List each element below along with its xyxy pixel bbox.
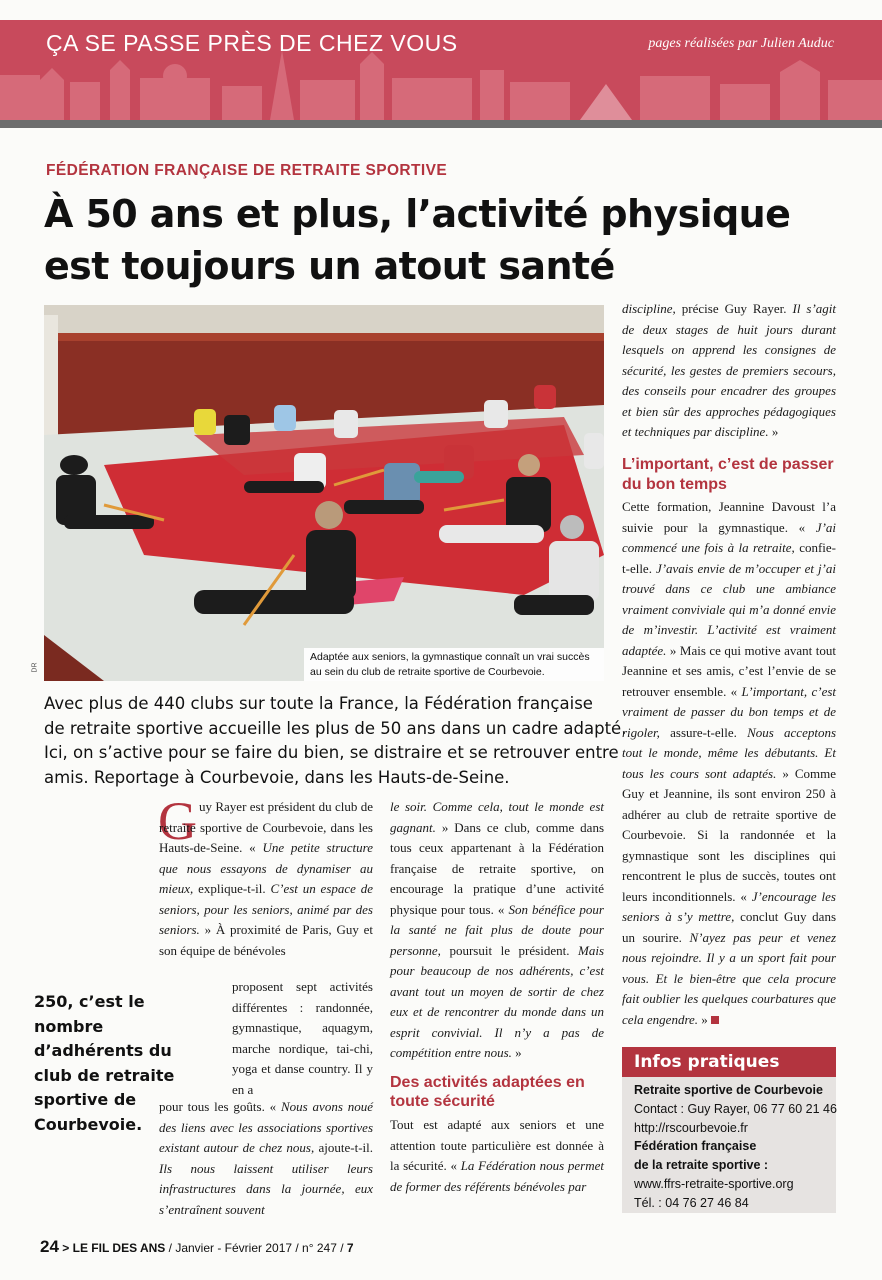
info-federation-name: Fédération française <box>634 1139 757 1154</box>
body-quote: C’est un espace de seniors, pour les seniors, animé par des seniors. <box>159 881 374 937</box>
subhead-good-time: L’important, c’est de passer du bon temps <box>622 456 834 493</box>
subhead-activities: Des activités adaptées en toute sécurité <box>390 1074 585 1110</box>
issue-info: / Janvier - Février 2017 / n° 247 / <box>168 1241 344 1255</box>
body-text: précise Guy Rayer. <box>681 301 787 316</box>
body-quote: J’avais envie de m’occuper et j’ai trouvé dans ce club une ambiance vraiment conviviale qui m’a donné envie de m’investir. L’activité est vraiment adaptée. <box>622 560 836 658</box>
body-quote: Il s’agit de deux stages de huit jours durant lesquels on apprend les consignes de sécurité, les gestes de premiers secours, des conseils pour encadrer des groupes et bien sûr des approches pédagogiques et techniques par discipline. <box>622 301 837 439</box>
body-quote: Une petite structure que nous essayons de dynamiser au mieux, <box>159 840 373 896</box>
body-text: confie-t-elle. <box>622 540 836 576</box>
body-quote: Nous acceptons tout le monde, même les débutants. Et tous les cours sont adaptés. <box>622 724 837 781</box>
body-text: Tout est adapté aux seniors et une attention toute particulière est donnée à la sécurité. « <box>390 1117 604 1173</box>
body-quote: Nous avons noué des liens avec les associations sportives existant autour de chez nous, <box>159 1099 373 1155</box>
body-text: » Comme Guy et Jeannine, ils sont environ 250 à adhérer au club de retraite sportive de Courbevoie. Si la randonnée et la gymnastique sont les disciplines qui rencontrent le plus de succès, toutes ont leurs inconditionnels. « <box>622 765 837 904</box>
body-quote: J’encourage les seniors à s’y mettre, <box>622 888 836 924</box>
body-column-1-wrap <box>232 977 373 1100</box>
info-box-title: Infos pratiques <box>622 1047 836 1077</box>
body-text: » <box>515 1045 522 1060</box>
footer-separator: > <box>62 1241 70 1255</box>
body-text: ajoute-t-il. <box>318 1140 373 1155</box>
body-text: » <box>701 1011 708 1027</box>
author-credit: pages réalisées par Julien Auduc <box>648 36 834 51</box>
body-column-3-body <box>622 497 836 1030</box>
info-club-name: Retraite sportive de Courbevoie <box>634 1083 823 1097</box>
body-text: » Mais ce qui motive avant tout Jeannine et ses amis, c’est l’envie de se retrouver ensemble. « <box>622 642 836 699</box>
info-federation-url[interactable]: www.ffrs-retraite-sportive.org <box>634 1176 794 1191</box>
body-quote: J’ai commencé une fois à la retraite, <box>622 519 837 555</box>
body-quote: le soir. Comme cela, tout le monde est gagnant. <box>390 799 604 835</box>
body-text: poursuit le président. <box>449 942 570 958</box>
body-quote: Mais pour beaucoup de nos adhérents, c’est avant tout un moyen de sortir de chez eux et de rencontrer du monde dans un esprit convivial. Il n’y a pas de compétition entre nous. <box>390 942 604 1060</box>
body-text: conclut Guy dans un sourire. <box>622 909 836 945</box>
article-lead <box>44 692 627 790</box>
section-title: ÇA SE PASSE PRÈS DE CHEZ VOUS <box>46 30 458 56</box>
gymnastics-class-photo <box>44 305 604 681</box>
headline-line-2: est toujours un atout santé <box>44 244 615 288</box>
body-text: uy Rayer est président du club de retraite sportive de Courbevoie, dans les Hauts-de-Seine. « <box>159 799 373 855</box>
info-federation-name-2: de la retraite sportive : <box>634 1158 769 1173</box>
article-kicker: FÉDÉRATION FRANÇAISE DE RETRAITE SPORTIVE <box>46 162 448 179</box>
info-contact: Contact : Guy Rayer, 06 77 60 21 46 <box>634 1101 837 1116</box>
body-text: » À proximité de Paris, Guy et son équipe de bénévoles <box>159 922 373 958</box>
body-column-1-bottom <box>159 1097 373 1220</box>
body-quote: N’ayez pas peur et venez nous rejoindre. Il y a un sport fait pour vous. Et le bien-être que cela procure fait oublier les quelques courbatures que cela engendre. <box>622 929 836 1027</box>
body-column-2-top <box>390 797 604 1064</box>
pull-quote: 250, c’est le nombre d’adhérents du club de retraite sportive de Courbevoie. <box>34 992 175 1134</box>
body-quote: L’important, c’est vraiment de passer du bon temps et de rigoler, <box>622 683 837 740</box>
body-column-3-top <box>622 299 836 443</box>
issue-page: 7 <box>346 1241 354 1255</box>
body-column-2-bottom <box>390 1115 604 1197</box>
body-quote: Ils nous laissent utiliser leurs infrastructures dans la journée, eux s’entraînent souvent <box>159 1160 373 1217</box>
photo-illustration <box>44 305 604 681</box>
body-text: assure-t-elle. <box>670 724 737 740</box>
header-divider <box>0 120 882 128</box>
headline-line-1: À 50 ans et plus, l’activité physique <box>44 192 791 236</box>
info-box-body <box>634 1081 837 1213</box>
body-text: » <box>771 424 779 439</box>
drop-cap: G <box>158 791 197 851</box>
body-quote: discipline, <box>622 301 676 316</box>
body-quote: Son bénéfice pour la santé ne fait plus de doute pour personne, <box>390 901 604 958</box>
body-text: explique-t-il. <box>198 881 266 896</box>
lead-line: amis. Reportage à Courbevoie, dans les Hauts-de-Seine. <box>44 767 510 787</box>
body-quote: La Fédération nous permet de former des référents bénévoles par <box>390 1158 604 1194</box>
info-club-url[interactable]: http://rscourbevoie.fr <box>634 1120 748 1135</box>
lead-line: Ici, on s’active pour se faire du bien, se distraire et se retrouver entre <box>44 743 619 762</box>
body-column-1-top <box>159 797 373 961</box>
lead-line: Avec plus de 440 clubs sur toute la France, la Fédération française <box>44 694 593 713</box>
photo-caption: Adaptée aux seniors, la gymnastique connaît un vrai succès au sein du club de retraite sportive de Courbevoie. <box>304 648 604 681</box>
publication-name: LE FIL DES ANS <box>72 1241 166 1255</box>
page-number: 24 <box>40 1237 59 1256</box>
body-text: » Dans ce club, comme dans tous ceux appartenant à la Fédération française de retraite sportive, on encourage la pratique d’une activité physique pour tous. « <box>390 819 605 917</box>
page-footer <box>40 1237 354 1257</box>
end-mark-icon <box>711 1016 719 1024</box>
body-text: Cette formation, Jeannine Davoust l’a suivie pour la gymnastique. « <box>622 499 836 535</box>
body-text: pour tous les goûts. « <box>159 1099 277 1114</box>
photo-credit: DR <box>31 662 39 673</box>
body-text: proposent sept activités différentes : randonnée, gymnastique, aquagym, marche nordique, tai-chi, yoga et danse country. Il y en a <box>232 979 373 1097</box>
lead-line: de retraite sportive accueille les plus de 50 ans dans un cadre adapté. <box>44 718 627 738</box>
info-phone: Tél. : 04 76 27 46 84 <box>634 1195 749 1210</box>
